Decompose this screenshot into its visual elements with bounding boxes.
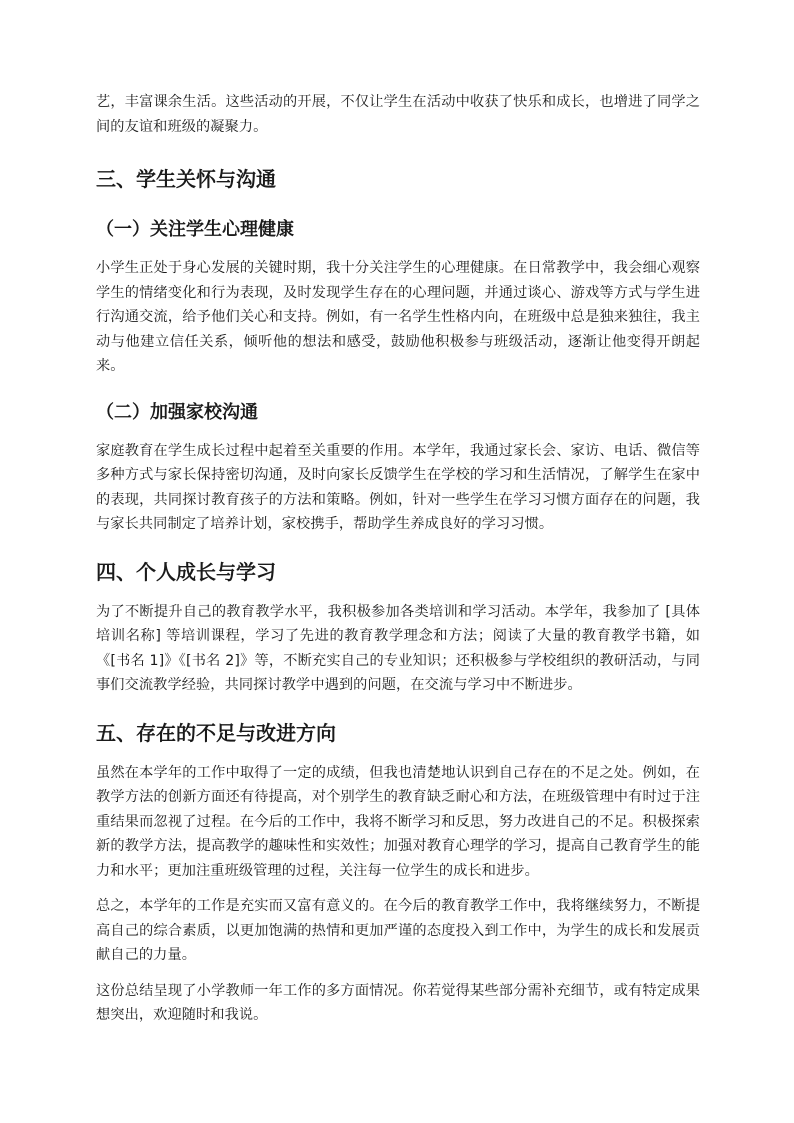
paragraph-note: 这份总结呈现了小学教师一年工作的多方面情况。你若觉得某些部分需补充细节，或有特定成果想突出，欢迎随时和我说。 [96, 982, 700, 1023]
section-heading-3: 三、学生关怀与沟通 [96, 167, 276, 191]
paragraph-3-2: 家庭教育在学生成长过程中起着至关重要的作用。本学年，我通过家长会、家访、电话、微信等多种方式与家长保持密切沟通，及时向家长反馈学生在学校的学习和生活情况，了解学生在家中的表现，共同探讨教育孩子的方法和策略。例如，针对一些学生在学习习惯方面存在的问题，我与家长共同制定了培养计划，家校携手，帮助学生养成良好的学习习惯。 [96, 442, 700, 532]
subsection-heading-3-2: （二）加强家校沟通 [96, 401, 258, 423]
section-heading-4: 四、个人成长与学习 [96, 559, 276, 584]
paragraph-4: 为了不断提升自己的教育教学水平，我积极参加各类培训和学习活动。本学年，我参加了 [具体培训名称] 等培训课程，学习了先进的教育教学理念和方法；阅读了大量的教育教学书籍，如《[书名 1]》《[书名 2]》等，不断充实自己的专业知识；还积极参与学校组织的教研活动，与同事们交流教学经验，共同探讨教学中遇到的问题，在交流与学习中不断进步。 [96, 603, 700, 693]
section-heading-5: 五、存在的不足与改进方向 [96, 720, 336, 745]
paragraph-3-1: 小学生正处于身心发展的关键时期，我十分关注学生的心理健康。在日常教学中，我会细心观察学生的情绪变化和行为表现，及时发现学生存在的心理问题，并通过谈心、游戏等方式与学生进行沟通交流，给予他们关心和支持。例如，有一名学生性格内向，在班级中总是独来独往，我主动与他建立信任关系，倾听他的想法和感受，鼓励他积极参与班级活动，逐渐让他变得开朗起来。 [96, 260, 700, 374]
paragraph-conclusion: 总之，本学年的工作是充实而又富有意义的。在今后的教育教学工作中，我将继续努力，不断提高自己的综合素质，以更加饱满的热情和更加严谨的态度投入到工作中，为学生的成长和发展贡献自己的力量。 [96, 898, 700, 963]
subsection-heading-3-1: （一）关注学生心理健康 [96, 219, 294, 240]
paragraph-5: 虽然在本学年的工作中取得了一定的成绩，但我也清楚地认识到自己存在的不足之处。例如，在教学方法的创新方面还有待提高，对个别学生的教育缺乏耐心和方法，在班级管理中有时过于注重结果而忽视了过程。在今后的工作中，我将不断学习和反思，努力改进自己的不足。积极探索新的教学方法，提高教学的趣味性和实效性；加强对教育心理学的学习，提高自己教育学生的能力和水平；更加注重班级管理的过程，关注每一位学生的成长和进步。 [96, 764, 700, 879]
document-page [96, 90, 700, 1039]
paragraph-intro-continued: 艺，丰富课余生活。这些活动的开展，不仅让学生在活动中收获了快乐和成长，也增进了同学之间的友谊和班级的凝聚力。 [96, 94, 700, 135]
